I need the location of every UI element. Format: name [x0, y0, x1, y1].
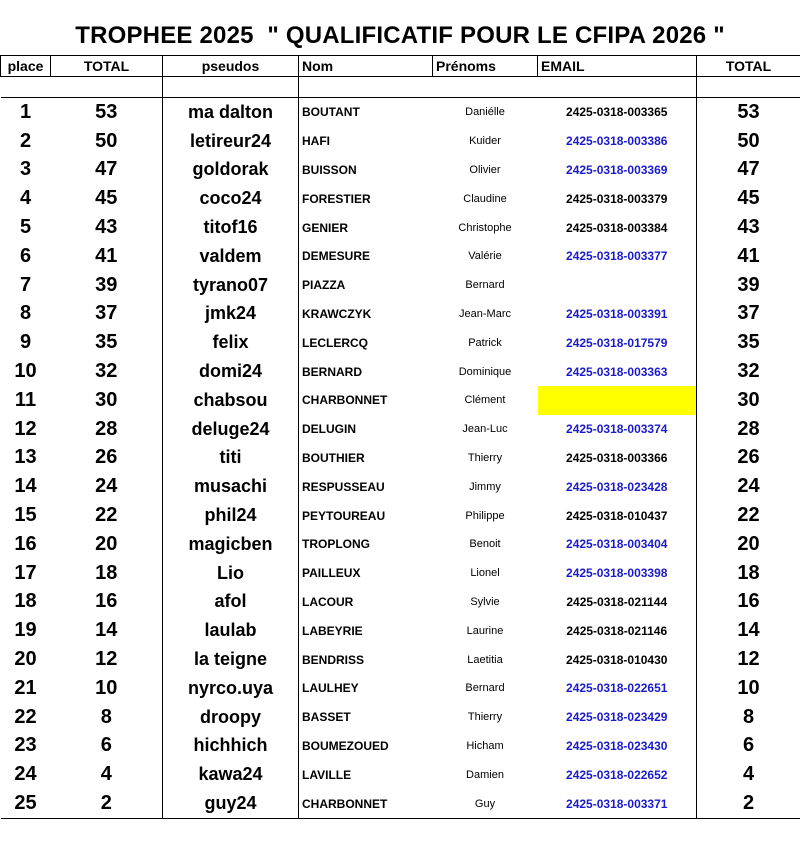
- total-cell: 47: [95, 158, 118, 181]
- total-right-cell: 39: [697, 271, 800, 300]
- table-row: [1, 328, 800, 357]
- total-right-cell: 14: [697, 616, 800, 645]
- total-right-cell: 30: [697, 386, 800, 415]
- place-cell: 22: [14, 705, 37, 728]
- total-cell: 26: [95, 446, 118, 469]
- prenom-cell: Jean-Luc: [462, 423, 508, 436]
- total-cell: 6: [100, 734, 112, 757]
- pseudo-cell: valdem: [163, 242, 299, 271]
- pseudo-cell: musachi: [163, 472, 299, 501]
- table-row: [1, 472, 800, 501]
- pseudo-cell: kawa24: [163, 760, 299, 789]
- prenom-cell: Benoit: [469, 538, 501, 551]
- pseudo-cell: ma dalton: [163, 98, 299, 127]
- email-cell: 2425-0318-003366: [566, 450, 668, 465]
- email-cell: 2425-0318-021146: [566, 623, 668, 638]
- nom-cell: BASSET: [302, 710, 351, 725]
- ranking-table: [0, 55, 800, 819]
- nom-cell: CHARBONNET: [299, 789, 433, 818]
- email-cell: 2425-0318-023429: [566, 710, 668, 725]
- nom-cell: BOUTANT: [302, 105, 360, 120]
- pseudo-cell: Lio: [163, 559, 299, 588]
- prenom-cell: Thierry: [467, 711, 503, 724]
- total-right-cell: 2: [697, 789, 800, 818]
- nom-cell: HAFI: [302, 134, 330, 149]
- email-cell: 2425-0318-003374: [566, 422, 668, 437]
- nom-cell: LAVILLE: [302, 767, 352, 782]
- pseudo-cell: deluge24: [163, 415, 299, 444]
- total-cell: 32: [95, 360, 118, 383]
- total-cell: 35: [95, 331, 118, 354]
- pseudo-cell: phil24: [163, 501, 299, 530]
- nom-cell: LECLERCQ: [302, 335, 368, 350]
- prenom-cell: Damien: [466, 768, 504, 781]
- email-cell: 2425-0318-023430: [566, 738, 668, 753]
- nom-cell: FORESTIER: [302, 191, 371, 206]
- total-cell: 24: [95, 475, 118, 498]
- email-cell: 2425-0318-022651: [566, 681, 668, 696]
- prenom-cell: Thierry: [467, 451, 503, 464]
- pseudo-cell: laulab: [163, 616, 299, 645]
- place-cell: 14: [14, 475, 37, 498]
- email-cell: [538, 271, 697, 300]
- place-cell: 15: [14, 504, 37, 527]
- nom-cell: PAILLEUX: [302, 566, 361, 581]
- pseudo-cell: letireur24: [163, 127, 299, 156]
- nom-cell: KRAWCZYK: [302, 306, 372, 321]
- total-cell: 22: [95, 504, 118, 527]
- pseudo-cell: titof16: [163, 213, 299, 242]
- header-email: EMAIL: [538, 56, 697, 77]
- email-cell: 2425-0318-003363: [566, 364, 668, 379]
- place-cell: 7: [19, 273, 32, 296]
- pseudo-cell: coco24: [163, 184, 299, 213]
- table-row: [1, 242, 800, 271]
- prenom-cell: Guy: [433, 789, 538, 818]
- prenom-cell: Daniélle: [465, 106, 505, 119]
- pseudo-cell: goldorak: [163, 156, 299, 185]
- total-cell: 43: [95, 216, 118, 239]
- table-row: [1, 789, 800, 818]
- page-title: TROPHEE 2025 " QUALIFICATIF POUR LE CFIPA 2026 ": [75, 22, 725, 49]
- total-cell: 16: [95, 590, 118, 613]
- prenom-cell: Laetitia: [467, 653, 503, 666]
- email-cell: [538, 386, 697, 415]
- header-place: place: [1, 56, 51, 77]
- place-cell: 18: [14, 590, 37, 613]
- nom-cell: DEMESURE: [302, 249, 371, 264]
- email-cell: 2425-0318-003384: [566, 220, 668, 235]
- table-row: [1, 530, 800, 559]
- table-row: [1, 559, 800, 588]
- pseudo-cell: chabsou: [163, 386, 299, 415]
- header-total-right: TOTAL: [697, 56, 800, 77]
- table-row: [1, 415, 800, 444]
- pseudo-cell: tyrano07: [163, 271, 299, 300]
- total-right-cell: 53: [697, 98, 800, 127]
- place-cell: 5: [19, 216, 32, 239]
- nom-cell: BOUTHIER: [302, 450, 365, 465]
- nom-cell: PIAZZA: [302, 278, 346, 293]
- table-row: [1, 127, 800, 156]
- total-right-cell: 35: [697, 328, 800, 357]
- email-cell: 2425-0318-010430: [566, 652, 668, 667]
- email-cell: 2425-0318-017579: [566, 335, 668, 350]
- total-right-cell: 43: [697, 213, 800, 242]
- total-cell: 8: [100, 705, 112, 728]
- total-right-cell: 20: [697, 530, 800, 559]
- prenom-cell: Dominique: [458, 365, 512, 378]
- pseudo-cell: hichhich: [163, 732, 299, 761]
- header-total: TOTAL: [51, 56, 163, 77]
- header-pseudos: pseudos: [163, 56, 299, 77]
- place-cell: 6: [19, 244, 32, 267]
- pseudo-cell: magicben: [163, 530, 299, 559]
- table-row: [1, 213, 800, 242]
- total-cell: 14: [95, 619, 118, 642]
- place-cell: 10: [14, 360, 37, 383]
- prenom-cell: Philippe: [465, 509, 505, 522]
- nom-cell: TROPLONG: [302, 537, 370, 552]
- prenom-cell: Kuider: [469, 135, 501, 148]
- place-cell: 3: [19, 158, 32, 181]
- email-cell: 2425-0318-021144: [566, 594, 668, 609]
- nom-cell: BOUMEZOUED: [302, 738, 389, 753]
- total-cell: 28: [95, 417, 118, 440]
- table-row: [1, 357, 800, 386]
- place-cell: 17: [14, 561, 37, 584]
- nom-cell: LABEYRIE: [302, 623, 363, 638]
- email-cell: 2425-0318-003386: [566, 134, 668, 149]
- place-cell: 25: [1, 789, 51, 818]
- total-cell: 30: [95, 388, 118, 411]
- total-cell: 50: [95, 129, 118, 152]
- total-right-cell: 45: [697, 184, 800, 213]
- total-right-cell: 32: [697, 357, 800, 386]
- table-row: [1, 674, 800, 703]
- table-row: [1, 184, 800, 213]
- place-cell: 11: [14, 388, 37, 411]
- place-cell: 16: [14, 532, 37, 555]
- total-right-cell: 18: [697, 559, 800, 588]
- table-row: [1, 760, 800, 789]
- email-cell: 2425-0318-003369: [566, 162, 668, 177]
- prenom-cell: Clément: [464, 394, 506, 407]
- total-right-cell: 50: [697, 127, 800, 156]
- total-right-cell: 37: [697, 300, 800, 329]
- total-right-cell: 10: [697, 674, 800, 703]
- pseudo-cell: droopy: [163, 703, 299, 732]
- prenom-cell: Hicham: [466, 739, 504, 752]
- total-cell: 37: [95, 302, 118, 325]
- total-cell: 41: [95, 244, 118, 267]
- total-right-cell: 41: [697, 242, 800, 271]
- nom-cell: GENIER: [302, 220, 349, 235]
- table-row: [1, 98, 800, 127]
- place-cell: 24: [14, 763, 37, 786]
- prenom-cell: Valérie: [468, 250, 502, 263]
- prenom-cell: Jean-Marc: [459, 307, 511, 320]
- email-cell: 2425-0318-003398: [566, 566, 668, 581]
- total-cell: 10: [95, 676, 118, 699]
- place-cell: 8: [19, 302, 32, 325]
- header-nom: Nom: [299, 56, 433, 77]
- email-cell: 2425-0318-010437: [566, 508, 668, 523]
- prenom-cell: Patrick: [468, 336, 502, 349]
- prenom-cell: Christophe: [458, 221, 512, 234]
- spacer-row: [1, 77, 800, 98]
- place-cell: 9: [19, 331, 32, 354]
- pseudo-cell: jmk24: [163, 300, 299, 329]
- nom-cell: RESPUSSEAU: [302, 479, 385, 494]
- prenom-cell: Lionel: [470, 567, 500, 580]
- total-cell: 4: [100, 763, 112, 786]
- prenom-cell: Bernard: [465, 682, 505, 695]
- pseudo-cell: afol: [163, 588, 299, 617]
- total-cell: 20: [95, 532, 118, 555]
- prenom-cell: Jimmy: [469, 480, 501, 493]
- table-row: [1, 732, 800, 761]
- email-cell: 2425-0318-003371: [538, 789, 697, 818]
- total-right-cell: 16: [697, 588, 800, 617]
- total-cell: 53: [95, 100, 118, 123]
- table-row: [1, 444, 800, 473]
- header-prenoms: Prénoms: [433, 56, 538, 77]
- pseudo-cell: nyrco.uya: [163, 674, 299, 703]
- nom-cell: DELUGIN: [302, 422, 356, 437]
- ranking-rows: [1, 98, 800, 819]
- total-right-cell: 28: [697, 415, 800, 444]
- email-cell: 2425-0318-023428: [566, 479, 668, 494]
- nom-cell: BUISSON: [302, 162, 357, 177]
- prenom-cell: Olivier: [469, 163, 501, 176]
- pseudo-cell: domi24: [163, 357, 299, 386]
- total-cell: 39: [95, 273, 118, 296]
- total-cell: 45: [95, 187, 118, 210]
- total-right-cell: 12: [697, 645, 800, 674]
- table-row: [1, 616, 800, 645]
- prenom-cell: Claudine: [463, 192, 507, 205]
- email-cell: 2425-0318-003379: [566, 191, 668, 206]
- nom-cell: LAULHEY: [302, 681, 359, 696]
- total-right-cell: 4: [697, 760, 800, 789]
- table-row: [1, 300, 800, 329]
- place-cell: 23: [14, 734, 37, 757]
- table-row: [1, 703, 800, 732]
- place-cell: 13: [14, 446, 37, 469]
- email-cell: 2425-0318-022652: [566, 767, 668, 782]
- email-cell: 2425-0318-003365: [566, 105, 668, 120]
- header-row: [1, 56, 800, 77]
- table-row: [1, 386, 800, 415]
- table-row: [1, 271, 800, 300]
- email-cell: 2425-0318-003404: [566, 537, 668, 552]
- total-cell: 2: [51, 789, 163, 818]
- total-cell: 18: [95, 561, 118, 584]
- place-cell: 2: [19, 129, 32, 152]
- place-cell: 19: [14, 619, 37, 642]
- prenom-cell: Laurine: [466, 624, 504, 637]
- prenom-cell: Bernard: [465, 279, 505, 292]
- total-right-cell: 8: [697, 703, 800, 732]
- total-right-cell: 22: [697, 501, 800, 530]
- table-row: [1, 156, 800, 185]
- total-right-cell: 24: [697, 472, 800, 501]
- place-cell: 21: [14, 676, 37, 699]
- place-cell: 20: [14, 648, 37, 671]
- place-cell: 12: [14, 417, 37, 440]
- total-right-cell: 26: [697, 444, 800, 473]
- nom-cell: CHARBONNET: [302, 393, 388, 408]
- table-row: [1, 501, 800, 530]
- pseudo-cell: titi: [163, 444, 299, 473]
- email-cell: 2425-0318-003391: [566, 306, 668, 321]
- nom-cell: LACOUR: [302, 594, 354, 609]
- total-right-cell: 6: [697, 732, 800, 761]
- pseudo-cell: la teigne: [163, 645, 299, 674]
- total-cell: 12: [95, 648, 118, 671]
- table-row: [1, 588, 800, 617]
- prenom-cell: Sylvie: [470, 595, 500, 608]
- table-row: [1, 645, 800, 674]
- pseudo-cell: guy24: [163, 789, 299, 818]
- place-cell: 4: [19, 187, 32, 210]
- place-cell: 1: [19, 100, 32, 123]
- email-cell: 2425-0318-003377: [566, 249, 668, 264]
- total-right-cell: 47: [697, 156, 800, 185]
- nom-cell: BENDRISS: [302, 652, 365, 667]
- nom-cell: PEYTOUREAU: [302, 508, 386, 523]
- pseudo-cell: felix: [163, 328, 299, 357]
- nom-cell: BERNARD: [302, 364, 362, 379]
